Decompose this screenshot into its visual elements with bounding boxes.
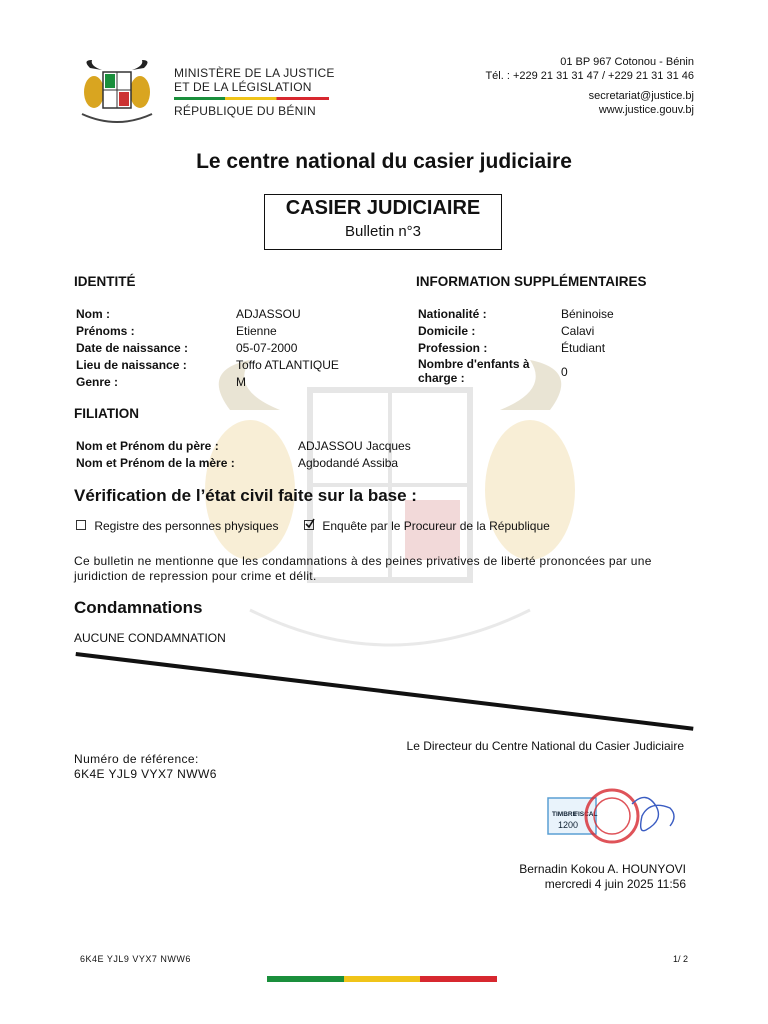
extra-info-label [418, 357, 530, 385]
bulletin-title: CASIER JUDICIAIRE [285, 197, 481, 219]
identity-heading: IDENTITÉ [74, 274, 136, 289]
identity-label: Genre : [76, 375, 119, 389]
identity-value: ADJASSOU [236, 307, 301, 321]
footer-flag-bar [267, 976, 497, 982]
condamnations-heading: Condamnations [74, 598, 203, 617]
stamp-label: FISCAL [574, 811, 598, 818]
address: 01 BP 967 Cotonou - Bénin [560, 56, 694, 68]
verification-option-label: Enquête par le Procureur de la République [322, 519, 550, 533]
ministry-line-2: ET DE LA LÉGISLATION [174, 80, 312, 94]
emblem-watermark [190, 350, 590, 680]
extra-info-row [0, 340, 768, 357]
extra-info-value: Calavi [561, 324, 595, 338]
extra-info-row [0, 323, 768, 340]
identity-value: M [236, 375, 246, 389]
checkbox-checked-icon [304, 520, 314, 530]
checkbox-unchecked-icon [76, 520, 86, 530]
reference-block [74, 752, 217, 782]
identity-label: Date de naissance : [76, 341, 189, 355]
benin-coat-of-arms-icon [76, 58, 158, 128]
identity-value: 05-07-2000 [236, 341, 298, 355]
website: www.justice.gouv.bj [598, 104, 694, 116]
bulletin-box [264, 194, 502, 250]
extra-info-label: Nationalité : [418, 307, 487, 321]
stamp-label: TIMBRE [552, 811, 577, 818]
phone: Tél. : +229 21 31 31 47 / +229 21 31 31 46 [485, 70, 694, 82]
stamp-amount: 1200 [558, 820, 579, 830]
signatory-date: mercredi 4 juin 2025 11:56 [544, 877, 686, 891]
extra-info-value: Étudiant [561, 341, 606, 355]
filiation-row [0, 438, 768, 455]
email: secretariat@justice.bj [588, 90, 694, 102]
verification-option [76, 519, 278, 533]
extra-info-label-line: Nombre d'enfants à [418, 357, 530, 371]
notice-paragraph: Ce bulletin ne mentionne que les condamnations à des peines privatives de liberté prononcées par une juridiction de repression pour crime et délit. [74, 554, 652, 583]
flag-color-bar [174, 97, 329, 100]
identity-label: Prénoms : [76, 324, 135, 338]
director-title: Le Directeur du Centre National du Casier Judiciaire [406, 739, 684, 753]
filiation-value: Agbodandé Assiba [298, 456, 399, 470]
page-number: 1/ 2 [672, 954, 688, 964]
verification-option [304, 519, 550, 533]
ministry-line-1: MINISTÈRE DE LA JUSTICE [174, 66, 335, 80]
condamnations-text: AUCUNE CONDAMNATION [74, 631, 226, 645]
reference-label: Numéro de référence: [74, 752, 199, 766]
extra-info-label-line: charge : [418, 371, 465, 385]
signatory-name: Bernadin Kokou A. HOUNYOVI [519, 862, 686, 876]
filiation-heading: FILIATION [74, 406, 139, 421]
reference-value: 6K4E YJL9 VYX7 NWW6 [74, 767, 217, 781]
filiation-row [0, 455, 768, 472]
identity-value: Etienne [236, 324, 277, 338]
extra-info-value: Béninoise [561, 307, 614, 321]
footer-code: 6K4E YJL9 VYX7 NWW6 [80, 954, 191, 964]
extra-info-row [0, 306, 768, 323]
filiation-value: ADJASSOU Jacques [298, 439, 411, 453]
identity-value: Toffo ATLANTIQUE [236, 358, 339, 372]
signatory-block [519, 862, 686, 892]
filiation-label: Nom et Prénom du père : [76, 439, 219, 453]
ministry-block [174, 66, 335, 118]
contact-block [485, 55, 694, 117]
verification-heading: Vérification de l’état civil faite sur la base : [74, 486, 417, 505]
fiscal-stamp-and-signature [546, 786, 680, 848]
extra-info-label: Profession : [418, 341, 488, 355]
verification-option-label: Registre des personnes physiques [94, 519, 279, 533]
identity-label: Lieu de naissance : [76, 358, 187, 372]
republic-label: RÉPUBLIQUE DU BÉNIN [174, 104, 316, 118]
extra-info-heading: INFORMATION SUPPLÉMENTAIRES [416, 274, 647, 289]
page-title: Le centre national du casier judiciaire [196, 150, 572, 173]
extra-info-value: 0 [561, 365, 568, 379]
bulletin-subtitle: Bulletin n°3 [344, 223, 422, 240]
extra-info-row [0, 357, 768, 391]
filiation-label: Nom et Prénom de la mère : [76, 456, 235, 470]
identity-label: Nom : [76, 307, 110, 321]
extra-info-label: Domicile : [418, 324, 476, 338]
